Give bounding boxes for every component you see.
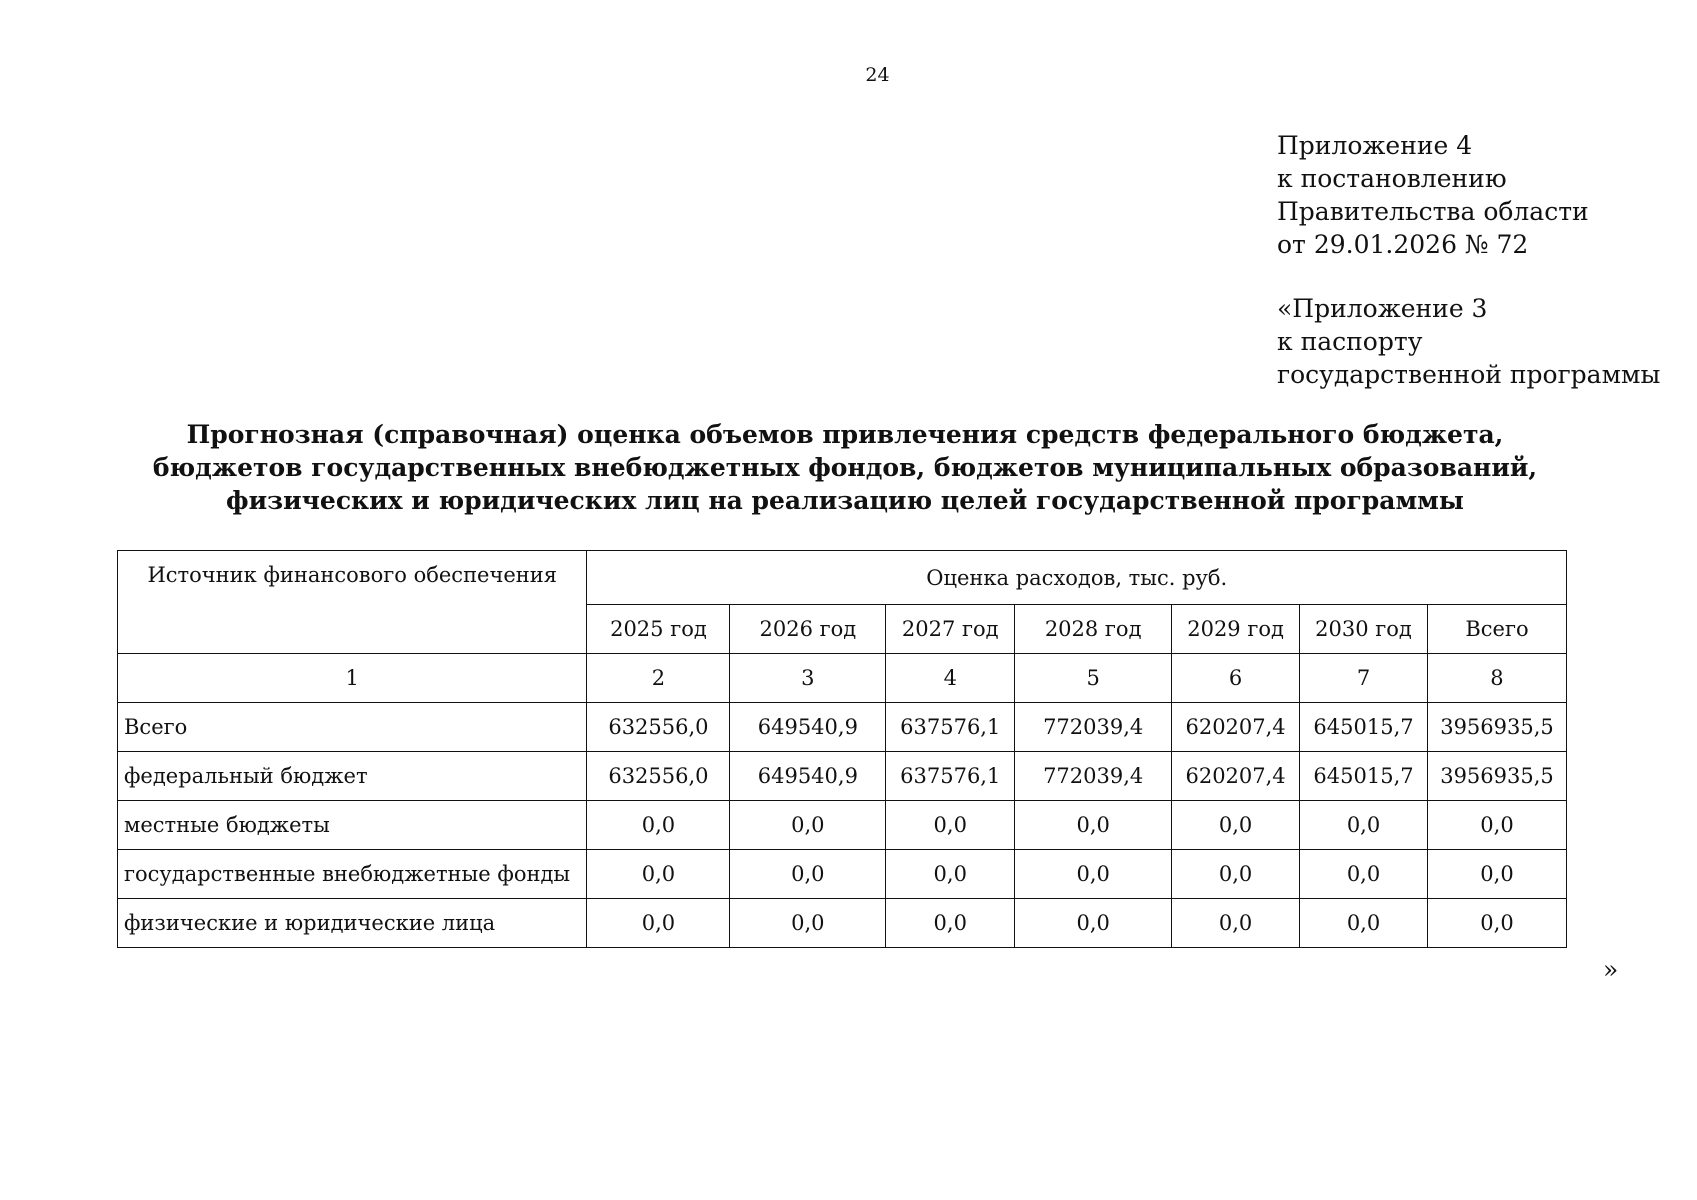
title-line: бюджетов государственных внебюджетных фондов, бюджетов муниципальных образований,	[152, 453, 1538, 482]
table-cell: 620207,4	[1172, 703, 1300, 752]
column-number: 3	[730, 654, 886, 703]
total-header: Всего	[1427, 605, 1566, 654]
table-cell: 772039,4	[1015, 703, 1172, 752]
title-line: Прогнозная (справочная) оценка объемов привлечения средств федерального бюджета,	[186, 420, 1504, 449]
table-cell: 3956935,5	[1427, 752, 1566, 801]
table-cell: 0,0	[587, 850, 730, 899]
table-cell: 0,0	[1015, 899, 1172, 948]
appendix-3-line: к паспорту	[1277, 327, 1423, 356]
table-cell: 620207,4	[1172, 752, 1300, 801]
column-number: 6	[1172, 654, 1300, 703]
table-cell: 0,0	[886, 850, 1015, 899]
table-cell: 0,0	[886, 801, 1015, 850]
year-header: 2030 год	[1300, 605, 1428, 654]
table-cell: 0,0	[587, 899, 730, 948]
year-header: 2026 год	[730, 605, 886, 654]
table-cell: 0,0	[1015, 850, 1172, 899]
appendix-4-line: Приложение 4	[1277, 131, 1473, 160]
table-cell: 649540,9	[730, 752, 886, 801]
appendix-3-block	[1277, 292, 1660, 391]
expense-estimate-header: Оценка расходов, тыс. руб.	[587, 551, 1567, 605]
funding-table	[117, 550, 1567, 948]
table-cell: 0,0	[1172, 899, 1300, 948]
column-number: 8	[1427, 654, 1566, 703]
table-cell: 0,0	[1172, 801, 1300, 850]
document-title	[120, 418, 1570, 517]
column-number: 4	[886, 654, 1015, 703]
appendix-4-line: от 29.01.2026 № 72	[1277, 230, 1529, 259]
table-cell: 632556,0	[587, 752, 730, 801]
table-cell: 637576,1	[886, 752, 1015, 801]
table-cell: 0,0	[730, 801, 886, 850]
year-header: 2028 год	[1015, 605, 1172, 654]
source-header: Источник финансового обеспечения	[147, 563, 558, 587]
table-cell: 0,0	[1427, 850, 1566, 899]
source-header-cell	[118, 551, 587, 654]
table-row-extrabudgetary-funds	[118, 850, 1567, 899]
column-number: 2	[587, 654, 730, 703]
year-header: 2029 год	[1172, 605, 1300, 654]
table-row-local-budgets	[118, 801, 1567, 850]
table-cell: 0,0	[1300, 899, 1428, 948]
table-cell: 0,0	[1172, 850, 1300, 899]
table-cell: 3956935,5	[1427, 703, 1566, 752]
column-number: 1	[118, 654, 587, 703]
title-line: физических и юридических лиц на реализацию целей государственной программы	[226, 486, 1464, 515]
table-cell: 0,0	[886, 899, 1015, 948]
table-cell: 637576,1	[886, 703, 1015, 752]
appendix-3-line: «Приложение 3	[1277, 294, 1488, 323]
appendix-3-line: государственной программы	[1277, 360, 1661, 389]
row-label: местные бюджеты	[118, 801, 587, 850]
year-header: 2027 год	[886, 605, 1015, 654]
row-label: физические и юридические лица	[118, 899, 587, 948]
table-cell: 0,0	[1427, 801, 1566, 850]
table-cell: 645015,7	[1300, 703, 1428, 752]
appendix-4-block	[1277, 129, 1589, 261]
table-cell: 0,0	[587, 801, 730, 850]
table-cell: 649540,9	[730, 703, 886, 752]
column-number: 7	[1300, 654, 1428, 703]
row-label: государственные внебюджетные фонды	[118, 850, 587, 899]
table-row-individuals-and-legal-entities	[118, 899, 1567, 948]
table-cell: 0,0	[730, 850, 886, 899]
table-cell: 0,0	[1300, 850, 1428, 899]
table-cell: 772039,4	[1015, 752, 1172, 801]
table-row-federal-budget	[118, 752, 1567, 801]
table-cell: 0,0	[730, 899, 886, 948]
table-row-total	[118, 703, 1567, 752]
closing-quote: »	[1603, 955, 1619, 984]
appendix-4-line: Правительства области	[1277, 197, 1589, 226]
table-cell: 0,0	[1015, 801, 1172, 850]
column-number: 5	[1015, 654, 1172, 703]
column-number-row	[118, 654, 1567, 703]
page-number: 24	[865, 64, 890, 86]
table-cell: 0,0	[1427, 899, 1566, 948]
row-label: федеральный бюджет	[118, 752, 587, 801]
appendix-4-line: к постановлению	[1277, 164, 1507, 193]
table-cell: 0,0	[1300, 801, 1428, 850]
year-header: 2025 год	[587, 605, 730, 654]
row-label: Всего	[118, 703, 587, 752]
table-cell: 645015,7	[1300, 752, 1428, 801]
table-cell: 632556,0	[587, 703, 730, 752]
